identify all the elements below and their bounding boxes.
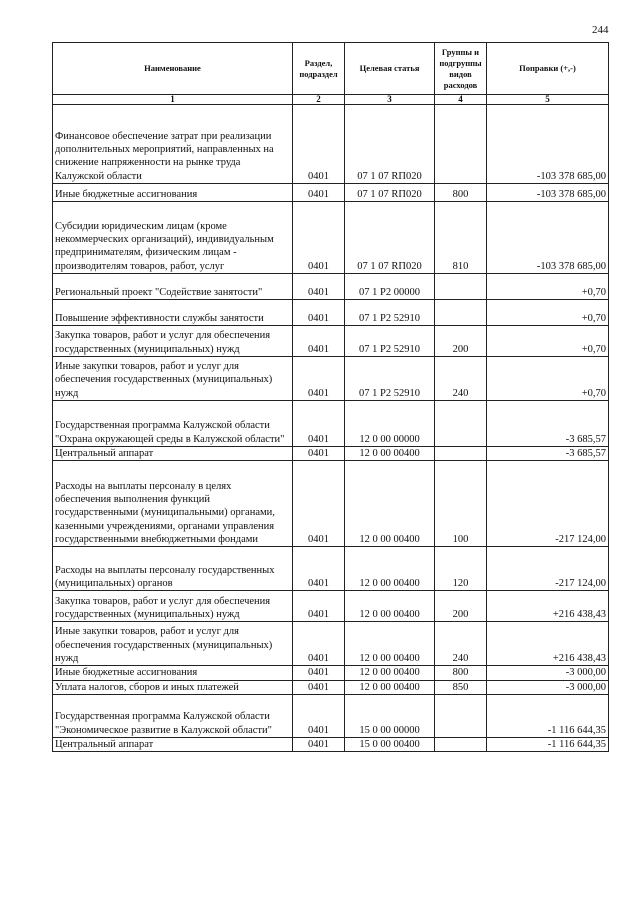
table-row [53, 300, 609, 326]
table-row [53, 447, 609, 461]
cell-name: Государственная программа Калужской области "Охрана окружающей среды в Калужской области" [53, 401, 293, 447]
cell-name: Закупка товаров, работ и услуг для обеспечения государственных (муниципальных) нужд [53, 591, 293, 622]
cell-article: 12 0 00 00400 [345, 547, 435, 591]
cell-name: Закупка товаров, работ и услуг для обеспечения государственных (муниципальных) нужд [53, 326, 293, 357]
cell-section: 0401 [293, 591, 345, 622]
cell-section: 0401 [293, 274, 345, 300]
header-article: Целевая статья [345, 43, 435, 95]
cell-section: 0401 [293, 300, 345, 326]
table-row [53, 591, 609, 622]
cell-section: 0401 [293, 357, 345, 401]
cell-amount: +0,70 [487, 274, 609, 300]
cell-section: 0401 [293, 105, 345, 184]
cell-section: 0401 [293, 184, 345, 202]
table-row [53, 357, 609, 401]
table-row [53, 202, 609, 274]
cell-amount: +216 438,43 [487, 622, 609, 666]
cell-amount: -3 000,00 [487, 666, 609, 680]
cell-amount: -217 124,00 [487, 461, 609, 547]
cell-name: Центральный аппарат [53, 737, 293, 751]
table-row [53, 547, 609, 591]
cell-group [435, 401, 487, 447]
table-row [53, 461, 609, 547]
cell-group: 120 [435, 547, 487, 591]
table-row [53, 694, 609, 737]
cell-name: Региональный проект "Содействие занятости" [53, 274, 293, 300]
budget-amendments-table [52, 42, 609, 752]
table-row [53, 680, 609, 694]
cell-group: 100 [435, 461, 487, 547]
cell-amount: +0,70 [487, 357, 609, 401]
header-section: Раздел, подраздел [293, 43, 345, 95]
cell-name: Иные закупки товаров, работ и услуг для обеспечения государственных (муниципальных) нужд [53, 622, 293, 666]
cell-group: 240 [435, 622, 487, 666]
cell-group [435, 300, 487, 326]
cell-amount: -103 378 685,00 [487, 202, 609, 274]
cell-section: 0401 [293, 680, 345, 694]
cell-section: 0401 [293, 666, 345, 680]
cell-amount: -1 116 644,35 [487, 694, 609, 737]
cell-group [435, 105, 487, 184]
cell-article: 12 0 00 00400 [345, 666, 435, 680]
cell-article: 15 0 00 00000 [345, 694, 435, 737]
cell-name: Повышение эффективности службы занятости [53, 300, 293, 326]
cell-amount: -1 116 644,35 [487, 737, 609, 751]
cell-group: 200 [435, 591, 487, 622]
column-number: 2 [293, 95, 345, 105]
cell-section: 0401 [293, 622, 345, 666]
cell-group: 800 [435, 184, 487, 202]
cell-name: Финансовое обеспечение затрат при реализации дополнительных мероприятий, направленных на снижение напряженности на рынке труда Калужской области [53, 105, 293, 184]
table-row [53, 326, 609, 357]
cell-article: 07 1 P2 52910 [345, 326, 435, 357]
table-header-row [53, 43, 609, 95]
column-number-row [53, 95, 609, 105]
cell-group: 800 [435, 666, 487, 680]
cell-amount: -3 685,57 [487, 447, 609, 461]
cell-article: 07 1 P2 00000 [345, 274, 435, 300]
cell-group: 850 [435, 680, 487, 694]
cell-section: 0401 [293, 401, 345, 447]
cell-section: 0401 [293, 202, 345, 274]
table-row [53, 274, 609, 300]
cell-article: 12 0 00 00000 [345, 401, 435, 447]
cell-name: Иные бюджетные ассигнования [53, 666, 293, 680]
table-row [53, 105, 609, 184]
cell-name: Уплата налогов, сборов и иных платежей [53, 680, 293, 694]
table-row [53, 622, 609, 666]
table-row [53, 401, 609, 447]
column-number: 1 [53, 95, 293, 105]
cell-article: 07 1 07 RП020 [345, 184, 435, 202]
cell-group: 240 [435, 357, 487, 401]
cell-article: 12 0 00 00400 [345, 591, 435, 622]
cell-article: 07 1 07 RП020 [345, 202, 435, 274]
cell-amount: +0,70 [487, 326, 609, 357]
cell-group [435, 274, 487, 300]
cell-group: 810 [435, 202, 487, 274]
cell-name: Расходы на выплаты персоналу государственных (муниципальных) органов [53, 547, 293, 591]
cell-name: Государственная программа Калужской области "Экономическое развитие в Калужской области" [53, 694, 293, 737]
cell-section: 0401 [293, 461, 345, 547]
cell-article: 12 0 00 00400 [345, 622, 435, 666]
cell-article: 07 1 P2 52910 [345, 357, 435, 401]
table-body [53, 105, 609, 752]
cell-section: 0401 [293, 447, 345, 461]
cell-name: Центральный аппарат [53, 447, 293, 461]
cell-article: 12 0 00 00400 [345, 447, 435, 461]
cell-group [435, 737, 487, 751]
cell-name: Расходы на выплаты персоналу в целях обеспечения выполнения функций государственными (муниципальными) органами, казенными учреждениями, органами управления государственными внебюджетными фондами [53, 461, 293, 547]
table-row [53, 184, 609, 202]
cell-name: Субсидии юридическим лицам (кроме некоммерческих организаций), индивидуальным предпринимателям, физическим лицам - производителям товаров, работ, услуг [53, 202, 293, 274]
column-number: 3 [345, 95, 435, 105]
cell-name: Иные бюджетные ассигнования [53, 184, 293, 202]
cell-amount: -3 000,00 [487, 680, 609, 694]
cell-section: 0401 [293, 694, 345, 737]
column-number: 4 [435, 95, 487, 105]
cell-group: 200 [435, 326, 487, 357]
cell-amount: -103 378 685,00 [487, 184, 609, 202]
cell-section: 0401 [293, 737, 345, 751]
cell-name: Иные закупки товаров, работ и услуг для обеспечения государственных (муниципальных) нужд [53, 357, 293, 401]
cell-section: 0401 [293, 326, 345, 357]
cell-amount: +216 438,43 [487, 591, 609, 622]
cell-group [435, 447, 487, 461]
table-row [53, 737, 609, 751]
column-number: 5 [487, 95, 609, 105]
cell-amount: -217 124,00 [487, 547, 609, 591]
cell-amount: +0,70 [487, 300, 609, 326]
cell-amount: -103 378 685,00 [487, 105, 609, 184]
page-number: 244 [592, 24, 609, 36]
cell-article: 12 0 00 00400 [345, 461, 435, 547]
cell-article: 12 0 00 00400 [345, 680, 435, 694]
cell-article: 07 1 07 RП020 [345, 105, 435, 184]
cell-article: 07 1 P2 52910 [345, 300, 435, 326]
cell-amount: -3 685,57 [487, 401, 609, 447]
cell-article: 15 0 00 00400 [345, 737, 435, 751]
cell-section: 0401 [293, 547, 345, 591]
table-row [53, 666, 609, 680]
cell-group [435, 694, 487, 737]
header-name: Наименование [53, 43, 293, 95]
header-amount: Поправки (+,-) [487, 43, 609, 95]
header-group: Группы и подгруппы видов расходов [435, 43, 487, 95]
